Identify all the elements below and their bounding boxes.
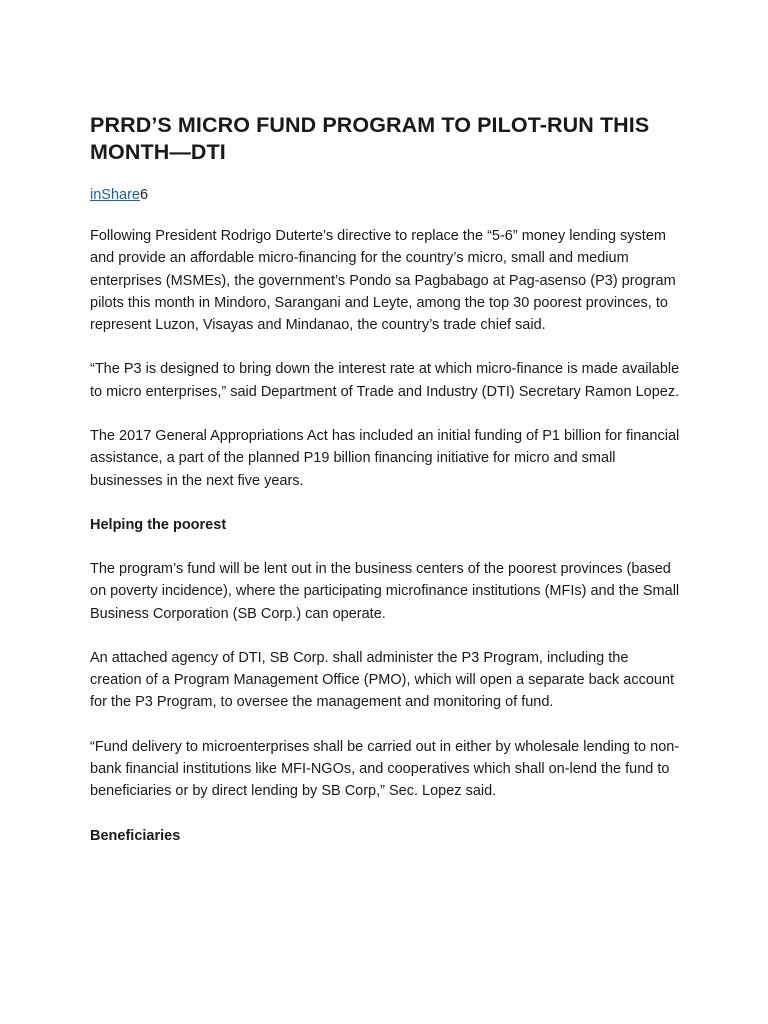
inshare-link[interactable]: inShare xyxy=(90,187,140,203)
subhead-beneficiaries: Beneficiaries xyxy=(90,827,181,844)
subhead-helping-the-poorest: Helping the poorest xyxy=(90,516,227,533)
spacer xyxy=(90,403,680,425)
paragraph-intro: Following President Rodrigo Duterte’s directive to replace the “5-6” money lending system and provide an affordable micro-financing for the country’s micro, small and medium enterprises (MSMEs), the government’s Pondo sa Pagbabago at Pag-asenso (P3) program pilots this month in Mindoro, Sarangani and Leyte, among the top 30 poorest provinces, to represent Luzon, Visayas and Mindanao, the country’s trade chief said. xyxy=(90,228,676,334)
paragraph-fund-lending: The program’s fund will be lent out in the business centers of the poorest provinces (based on poverty incidence), where the participating microfinance institutions (MFIs) and the Small Business Corporation (SB Corp.) can operate. xyxy=(90,560,680,622)
spacer xyxy=(90,803,680,825)
spacer xyxy=(90,536,680,558)
spacer xyxy=(90,206,680,225)
share-count: 6 xyxy=(139,187,149,203)
paragraph-sb-corp: An attached agency of DTI, SB Corp. shall administer the P3 Program, including the creation of a Program Management Office (PMO), which will open a separate back account for the P3 Program, to oversee the management and monitoring of fund. xyxy=(90,649,675,711)
paragraph-quote-lopez: “The P3 is designed to bring down the interest rate at which micro-finance is made available to micro enterprises,” said Department of Trade and Industry (DTI) Secretary Ramon Lopez. xyxy=(90,361,680,400)
spacer xyxy=(90,492,680,514)
paragraph-fund-delivery: “Fund delivery to microenterprises shall be carried out in either by wholesale lending to non-bank financial institutions like MFI-NGOs, and cooperatives which shall on-lend the fund to beneficiaries or by direct lending by SB Corp,” Sec. Lopez said. xyxy=(90,738,680,800)
spacer xyxy=(90,714,680,736)
spacer xyxy=(90,625,680,647)
paragraph-funding: The 2017 General Appropriations Act has included an initial funding of P1 billion for financial assistance, a part of the planned P19 billion financing initiative for micro and small businesses in the next five years. xyxy=(90,428,680,489)
share-widget xyxy=(90,184,680,206)
spacer xyxy=(90,336,680,358)
article xyxy=(90,112,680,847)
article-title: PRRD’S MICRO FUND PROGRAM TO PILOT-RUN THIS MONTH—DTI xyxy=(90,113,650,164)
